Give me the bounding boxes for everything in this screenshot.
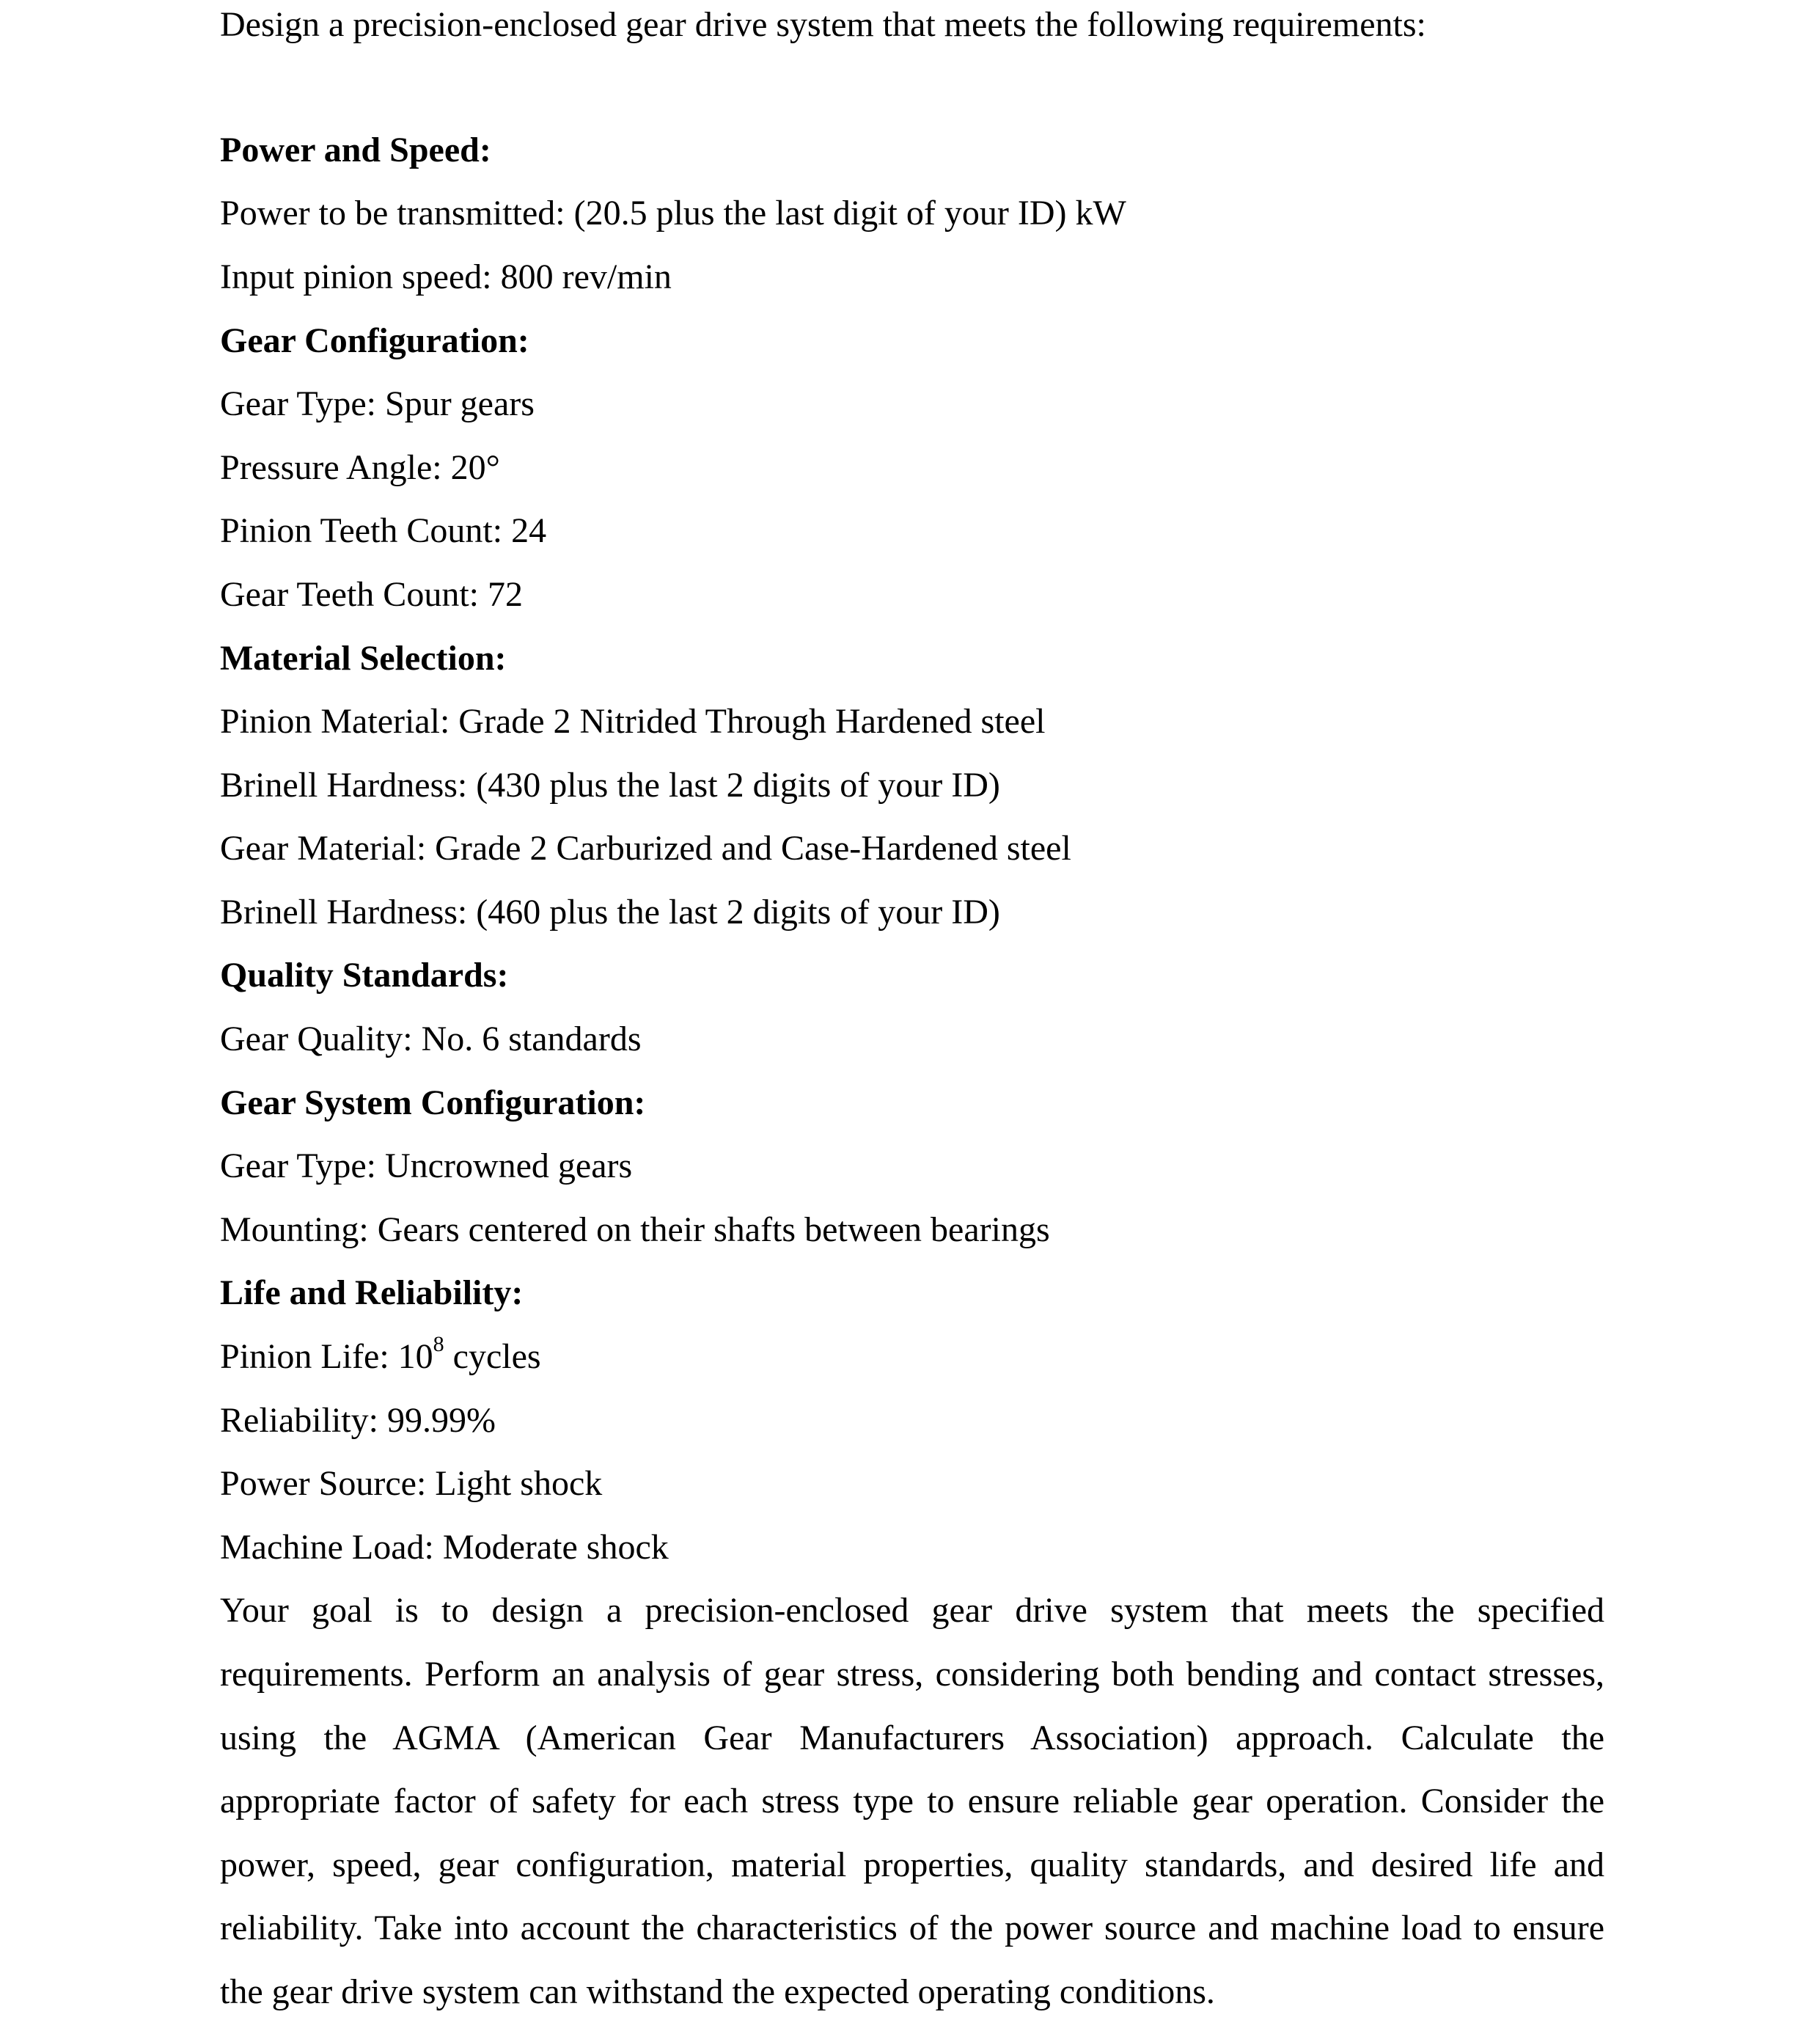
closing-paragraph-line: requirements. Perform an analysis of gear stress, considering both bending and contact stresses, bbox=[220, 1655, 1604, 1694]
reliability: Reliability: 99.99% bbox=[220, 1401, 496, 1440]
mounting: Mounting: Gears centered on their shafts between bearings bbox=[220, 1210, 1050, 1249]
pinion-life bbox=[220, 1332, 541, 1376]
closing-paragraph-line: appropriate factor of safety for each stress type to ensure reliable gear operation. Consider the bbox=[220, 1782, 1604, 1820]
heading-power-speed: Power and Speed: bbox=[220, 131, 491, 169]
gear-quality: Gear Quality: No. 6 standards bbox=[220, 1020, 642, 1058]
closing-paragraph-line: reliability. Take into account the characteristics of the power source and machine load to ensure bbox=[220, 1909, 1604, 1947]
closing-paragraph-line: Your goal is to design a precision-enclosed gear drive system that meets the specified bbox=[220, 1591, 1604, 1630]
pinion-life-suffix: cycles bbox=[444, 1337, 541, 1376]
gear-teeth-count: Gear Teeth Count: 72 bbox=[220, 575, 523, 614]
pinion-teeth-count: Pinion Teeth Count: 24 bbox=[220, 511, 547, 550]
system-gear-type: Gear Type: Uncrowned gears bbox=[220, 1146, 633, 1185]
heading-life-reliability: Life and Reliability: bbox=[220, 1273, 524, 1312]
pinion-brinell-hardness: Brinell Hardness: (430 plus the last 2 digits of your ID) bbox=[220, 766, 1000, 805]
pressure-angle: Pressure Angle: 20° bbox=[220, 448, 500, 487]
closing-paragraph-line-last: the gear drive system can withstand the expected operating conditions. bbox=[220, 1972, 1215, 2011]
intro-text: Design a precision-enclosed gear drive system that meets the following requirements: bbox=[220, 5, 1426, 44]
machine-load: Machine Load: Moderate shock bbox=[220, 1528, 669, 1567]
power-source: Power Source: Light shock bbox=[220, 1464, 603, 1503]
input-pinion-speed: Input pinion speed: 800 rev/min bbox=[220, 257, 672, 296]
pinion-life-prefix: Pinion Life: 10 bbox=[220, 1337, 433, 1376]
heading-quality-standards: Quality Standards: bbox=[220, 956, 509, 995]
gear-type: Gear Type: Spur gears bbox=[220, 384, 535, 423]
closing-paragraph-line: power, speed, gear configuration, material properties, quality standards, and desired life and bbox=[220, 1845, 1604, 1884]
gear-brinell-hardness: Brinell Hardness: (460 plus the last 2 digits of your ID) bbox=[220, 893, 1000, 932]
power-transmitted: Power to be transmitted: (20.5 plus the last digit of your ID) kW bbox=[220, 194, 1126, 233]
pinion-material: Pinion Material: Grade 2 Nitrided Through Hardened steel bbox=[220, 702, 1046, 741]
closing-paragraph-line: using the AGMA (American Gear Manufacturers Association) approach. Calculate the bbox=[220, 1719, 1604, 1757]
heading-gear-configuration: Gear Configuration: bbox=[220, 321, 529, 360]
pinion-life-exponent: 8 bbox=[433, 1332, 444, 1356]
heading-material-selection: Material Selection: bbox=[220, 639, 507, 678]
gear-material: Gear Material: Grade 2 Carburized and Case-Hardened steel bbox=[220, 829, 1071, 868]
heading-gear-system-configuration: Gear System Configuration: bbox=[220, 1083, 646, 1122]
